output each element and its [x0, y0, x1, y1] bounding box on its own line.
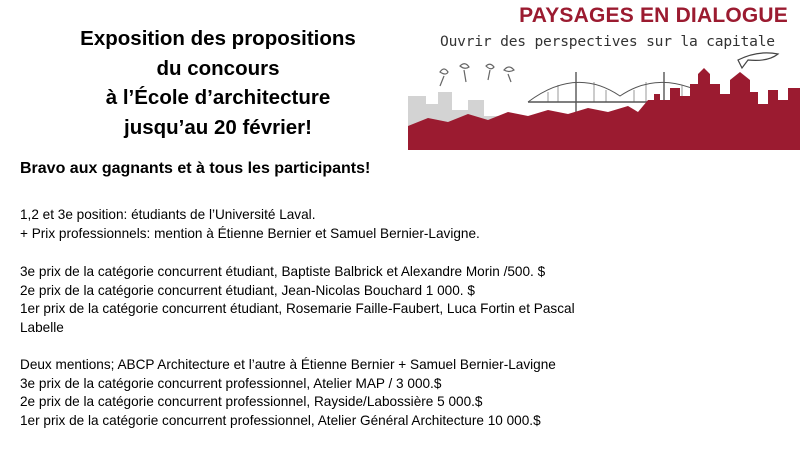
congratulations-heading: Bravo aux gagnants et à tous les participants! — [20, 160, 371, 177]
paragraph-line: Deux mentions; ABCP Architecture et l’autre à Étienne Bernier + Samuel Bernier-Lavigne — [20, 357, 556, 372]
paragraph-line: 2e prix de la catégorie concurrent professionnel, Rayside/Labossière 5 000.$ — [20, 394, 483, 409]
paragraph-line: 3e prix de la catégorie concurrent étudiant, Baptiste Balbrick et Alexandre Morin /500. $ — [20, 264, 546, 279]
paragraph-line: 1,2 et 3e position: étudiants de l’Université Laval. — [20, 207, 316, 222]
headline-line: Exposition des propositions — [80, 27, 356, 50]
banner — [408, 0, 800, 150]
paragraph-line: Labelle — [20, 319, 64, 335]
headline — [20, 24, 416, 142]
paragraph-line: + Prix professionnels: mention à Étienne Bernier et Samuel Bernier-Lavigne. — [20, 225, 480, 241]
paragraph-professional-prizes — [20, 356, 720, 430]
paragraph-positions — [20, 206, 720, 243]
headline-line: jusqu’au 20 février! — [124, 115, 312, 139]
banner-subtitle: Ouvrir des perspectives sur la capitale — [440, 33, 775, 50]
paragraph-line: 1er prix de la catégorie concurrent étudiant, Rosemarie Faille-Faubert, Luca Fortin et Pascal — [20, 301, 575, 316]
paragraph-line: 2e prix de la catégorie concurrent étudiant, Jean-Nicolas Bouchard 1 000. $ — [20, 282, 475, 298]
banner-title: PAYSAGES EN DIALOGUE — [519, 4, 788, 27]
headline-line: du concours — [156, 56, 280, 80]
headline-line: à l’École d’architecture — [105, 86, 331, 109]
paragraph-line: 1er prix de la catégorie concurrent professionnel, Atelier Général Architecture 10 000.$ — [20, 412, 541, 428]
paragraph-student-prizes — [20, 263, 720, 337]
paragraph-line: 3e prix de la catégorie concurrent professionnel, Atelier MAP / 3 000.$ — [20, 375, 442, 391]
